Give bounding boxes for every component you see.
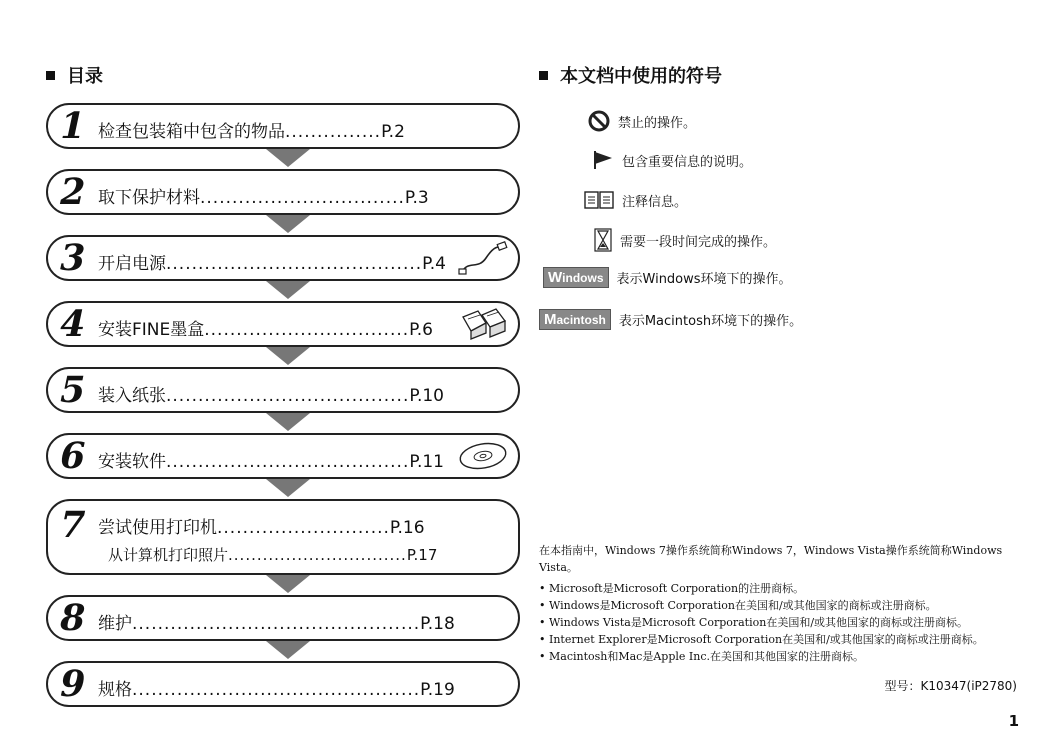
toc-number: 3 bbox=[55, 237, 90, 279]
symbol-macintosh bbox=[539, 309, 802, 330]
badge-rest: acintosh bbox=[556, 313, 606, 327]
toc-label: 取下保护材料 bbox=[98, 188, 200, 208]
flow-arrow bbox=[266, 149, 310, 167]
flow-arrow bbox=[266, 347, 310, 365]
toc-number: 1 bbox=[55, 105, 90, 147]
toc-leader: ................................ bbox=[200, 188, 405, 208]
legal-notice bbox=[539, 542, 1009, 665]
toc-number: 5 bbox=[55, 369, 90, 411]
toc-label: 尝试使用打印机 bbox=[98, 518, 217, 538]
flow-arrow bbox=[266, 215, 310, 233]
toc-page: P.11 bbox=[409, 452, 444, 472]
toc-page: P.3 bbox=[404, 188, 429, 208]
toc-label: 安装软件 bbox=[98, 452, 166, 472]
flag-icon bbox=[592, 150, 614, 170]
toc-leader: ............................................. bbox=[132, 680, 421, 700]
flow-arrow bbox=[266, 575, 310, 593]
symbol-text: 需要一段时间完成的操作。 bbox=[620, 234, 777, 250]
toc-label: 维护 bbox=[98, 614, 132, 634]
toc-number: 7 bbox=[55, 504, 90, 546]
toc-item-8[interactable] bbox=[46, 595, 520, 641]
toc-item-7[interactable] bbox=[46, 499, 520, 575]
toc-leader: ............... bbox=[285, 122, 382, 142]
symbol-hourglass bbox=[594, 228, 776, 252]
toc-item-6[interactable] bbox=[46, 433, 520, 479]
symbol-prohibited bbox=[588, 110, 696, 132]
toc-heading bbox=[46, 62, 103, 88]
toc-leader: ............................... bbox=[228, 546, 407, 564]
symbol-flag bbox=[592, 150, 752, 170]
toc-sub-label: 从计算机打印照片 bbox=[108, 546, 229, 564]
toc-label: 开启电源 bbox=[98, 254, 166, 274]
square-bullet-icon bbox=[46, 71, 55, 80]
symbol-windows bbox=[543, 267, 792, 288]
trademark-item: • Windows Vista是Microsoft Corporation在美国和/或其他国家的商标或注册商标。 bbox=[539, 614, 1009, 631]
toc-leader: ........................................ bbox=[166, 254, 423, 274]
model-number: 型号：K10347(iP2780) bbox=[884, 679, 1017, 693]
toc-title-text: 目录 bbox=[67, 66, 103, 87]
toc-item-4[interactable] bbox=[46, 301, 520, 347]
symbol-note bbox=[584, 190, 687, 210]
toc-number: 8 bbox=[55, 597, 90, 639]
symbol-text: 表示Macintosh环境下的操作。 bbox=[618, 314, 803, 329]
toc-page: P.10 bbox=[409, 386, 444, 406]
toc-leader: ................................ bbox=[204, 320, 410, 340]
toc-item-3[interactable] bbox=[46, 235, 520, 281]
cd-rom-icon bbox=[458, 441, 508, 471]
toc-page: P.16 bbox=[389, 518, 425, 538]
badge-initial: W bbox=[548, 269, 563, 286]
toc-item-1[interactable] bbox=[46, 103, 520, 149]
toc-leader: ........................... bbox=[217, 518, 390, 538]
flow-arrow bbox=[266, 479, 310, 497]
windows-badge-icon bbox=[543, 267, 609, 288]
toc-item-5[interactable] bbox=[46, 367, 520, 413]
toc-number: 6 bbox=[55, 435, 90, 477]
symbol-text: 禁止的操作。 bbox=[618, 115, 697, 131]
macintosh-badge-icon bbox=[539, 309, 611, 330]
trademark-item: • Microsoft是Microsoft Corporation的注册商标。 bbox=[539, 580, 1009, 597]
toc-page: P.2 bbox=[381, 122, 405, 142]
toc-item-9[interactable] bbox=[46, 661, 520, 707]
toc-page: P.6 bbox=[409, 320, 433, 340]
trademark-item: • Windows是Microsoft Corporation在美国和/或其他国家的商标或注册商标。 bbox=[539, 597, 1009, 614]
toc-page: P.19 bbox=[420, 680, 455, 700]
trademark-item: • Internet Explorer是Microsoft Corporation在美国和/或其他国家的商标或注册商标。 bbox=[539, 631, 1009, 648]
toc-number: 4 bbox=[55, 303, 90, 345]
flow-arrow bbox=[266, 413, 310, 431]
toc-leader: ...................................... bbox=[166, 452, 410, 472]
symbol-text: 表示Windows环境下的操作。 bbox=[616, 272, 792, 287]
badge-initial: M bbox=[544, 311, 557, 328]
toc-leader: ...................................... bbox=[166, 386, 410, 406]
hourglass-icon bbox=[594, 228, 612, 252]
trademark-list bbox=[539, 580, 1009, 665]
page-number: 1 bbox=[1008, 712, 1019, 730]
toc-leader: ............................................. bbox=[132, 614, 421, 634]
symbols-title-text: 本文档中使用的符号 bbox=[560, 66, 722, 87]
square-bullet-icon bbox=[539, 71, 548, 80]
symbol-text: 注释信息。 bbox=[622, 194, 688, 210]
legal-intro: 在本指南中，Windows 7操作系统简称Windows 7，Windows Vista操作系统简称Windows Vista。 bbox=[539, 544, 1003, 574]
book-icon bbox=[584, 190, 614, 210]
toc-sub-page: P.17 bbox=[406, 546, 438, 564]
toc-page: P.18 bbox=[420, 614, 455, 634]
toc-item-2[interactable] bbox=[46, 169, 520, 215]
toc-label: 规格 bbox=[98, 680, 132, 700]
toc-label: 安装FINE墨盒 bbox=[98, 320, 205, 340]
toc-page: P.4 bbox=[422, 254, 446, 274]
power-cord-icon bbox=[458, 240, 508, 276]
ink-cartridge-icon bbox=[460, 307, 508, 341]
toc-number: 2 bbox=[55, 171, 90, 213]
symbols-heading bbox=[539, 62, 722, 88]
trademark-item: • Macintosh和Mac是Apple Inc.在美国和其他国家的注册商标。 bbox=[539, 648, 1009, 665]
toc-number: 9 bbox=[55, 663, 90, 705]
toc-label: 装入纸张 bbox=[98, 386, 166, 406]
flow-arrow bbox=[266, 641, 310, 659]
prohibited-icon bbox=[588, 110, 610, 132]
badge-rest: indows bbox=[562, 271, 604, 285]
symbol-text: 包含重要信息的说明。 bbox=[622, 154, 753, 170]
toc-label: 检查包装箱中包含的物品 bbox=[98, 122, 285, 142]
flow-arrow bbox=[266, 281, 310, 299]
